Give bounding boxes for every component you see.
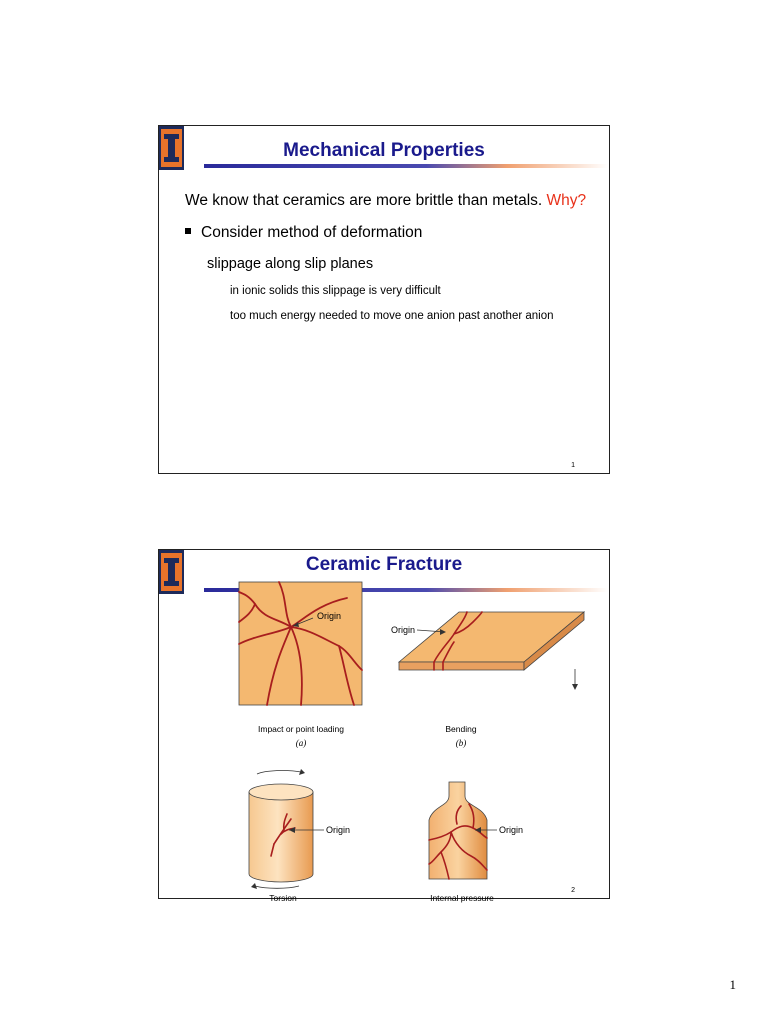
panel-letter: (a) xyxy=(295,738,307,748)
panel-impact xyxy=(239,582,362,748)
panel-caption: Bending xyxy=(445,724,477,734)
origin-label: Origin xyxy=(326,825,351,835)
panel-letter: (b) xyxy=(455,738,467,748)
panel-caption: Internal pressure xyxy=(430,893,494,903)
slide-mechanical-properties xyxy=(158,125,610,474)
slide-title: Ceramic Fracture xyxy=(305,554,463,575)
title-underline xyxy=(204,164,608,168)
origin-label: Origin xyxy=(317,611,342,621)
panel-caption: Impact or point loading xyxy=(258,724,344,734)
intro-text: We know that ceramics are more brittle than metals. xyxy=(185,192,543,209)
slide-ceramic-fracture xyxy=(158,549,610,903)
sub-point: slippage along slip planes xyxy=(207,256,374,272)
slide-number: 1 xyxy=(571,462,575,469)
panel-caption: Torsion xyxy=(269,893,297,903)
detail-point: too much energy needed to move one anion past another anion xyxy=(230,310,554,322)
panel-bending xyxy=(391,612,584,748)
square-bullet-icon xyxy=(185,228,191,234)
panel-torsion xyxy=(249,769,350,903)
fracture-figure xyxy=(229,574,609,903)
origin-label: Origin xyxy=(499,825,524,835)
intro-emphasis: Why? xyxy=(546,192,587,209)
slide-title: Mechanical Properties xyxy=(283,140,485,161)
page-number: 1 xyxy=(729,977,736,992)
panel-internal-pressure xyxy=(429,782,523,903)
slide-number: 2 xyxy=(571,887,575,894)
detail-point: in ionic solids this slippage is very difficult xyxy=(230,285,441,297)
bullet-text: Consider method of deformation xyxy=(201,224,423,241)
intro-line xyxy=(185,192,586,210)
bullet-item xyxy=(185,224,422,242)
origin-label: Origin xyxy=(391,625,416,635)
